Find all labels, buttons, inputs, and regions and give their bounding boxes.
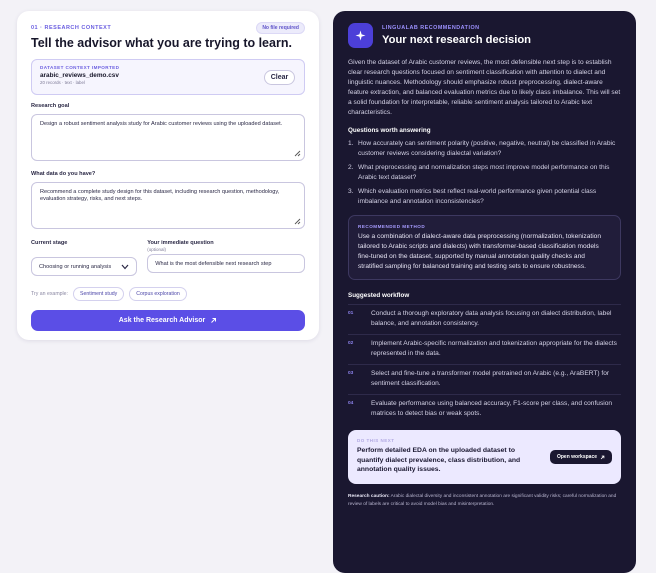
- data-description-value: Recommend a complete study design for this dataset, including research question, methodology, evaluation strategy, risks, and next steps.: [40, 189, 280, 203]
- page-title: Tell the advisor what you are trying to learn.: [31, 36, 292, 50]
- workflow-step: [348, 394, 621, 424]
- current-stage-label: Current stage: [31, 240, 68, 246]
- resize-grip-icon[interactable]: [293, 217, 301, 225]
- immediate-question-label: Your immediate question: [147, 240, 214, 246]
- ask-advisor-label: Ask the Research Advisor: [118, 317, 206, 324]
- resize-grip-icon[interactable]: [293, 149, 301, 157]
- dataset-context-label: DATASET CONTEXT IMPORTED: [40, 65, 120, 70]
- question-number: 1.: [348, 140, 354, 147]
- arrow-up-right-icon: [600, 455, 605, 460]
- current-stage-value: Choosing or running analysis: [39, 263, 112, 270]
- workflow-step: [348, 364, 621, 394]
- arrow-up-right-icon: [210, 317, 217, 324]
- data-description-label: What data do you have?: [31, 171, 96, 177]
- section-eyebrow: 01 · RESEARCH CONTEXT: [31, 25, 112, 31]
- workflow-list: [348, 304, 621, 424]
- recommendation-eyebrow: LINGUALAB RECOMMENDATION: [382, 24, 480, 31]
- example-chips: [31, 287, 305, 301]
- research-goal-value: Design a robust sentiment analysis study for Arabic customer reviews using the uploaded dataset.: [40, 121, 283, 127]
- questions-title: Questions worth answering: [348, 127, 431, 134]
- open-workspace-button[interactable]: [550, 450, 612, 464]
- research-goal-input[interactable]: [31, 114, 305, 161]
- ask-advisor-button[interactable]: [31, 310, 305, 331]
- workflow-step-number: 01: [348, 311, 354, 316]
- question-number: 2.: [348, 164, 354, 171]
- research-context-card: [17, 11, 319, 340]
- list-item: [348, 139, 621, 159]
- dataset-meta: 20 records · text · label: [40, 80, 85, 85]
- workflow-step-number: 04: [348, 401, 354, 406]
- immediate-question-optional: (optional): [147, 247, 166, 252]
- sparkle-icon: [348, 23, 373, 48]
- chevron-down-icon: [121, 264, 129, 270]
- do-this-next-text: Perform detailed EDA on the uploaded dataset to quantify dialect prevalence, class distribution, and annotation quality issues.: [357, 447, 521, 473]
- workflow-step-text: Evaluate performance using balanced accuracy, F1-score per class, and confusion matrices to detect bias or weak spots.: [371, 400, 613, 417]
- workflow-step: [348, 304, 621, 334]
- recommended-method-box: [348, 215, 621, 280]
- recommendation-intro: Given the dataset of Arabic customer reviews, the most defensible next step is to establish clear research questions focused on sentiment classification with attention to dialect and linguistic nuances. Methodology should emphasize robust preprocessing, dialect-aware feature extraction, and balanced evaluation metrics due to likely class imbalance. This will set a solid foundation for interpretable, reliable sentiment analysis tailored to Arabic text characteristics.: [348, 59, 621, 116]
- questions-list: [348, 139, 621, 207]
- example-chip-sentiment[interactable]: Sentiment study: [73, 287, 124, 301]
- examples-label: Try an example:: [31, 291, 68, 297]
- no-file-badge: No file required: [256, 22, 305, 34]
- do-this-next-label: DO THIS NEXT: [357, 438, 395, 443]
- example-chip-corpus[interactable]: Corpus exploration: [129, 287, 187, 301]
- data-description-input[interactable]: [31, 182, 305, 229]
- question-text: How accurately can sentiment polarity (positive, negative, neutral) be classified in Arabic customer reviews considering dialectal variation?: [358, 140, 616, 157]
- question-text: Which evaluation metrics best reflect real-world performance given potential class imbalance and annotation inconsistencies?: [358, 188, 597, 205]
- workflow-step-number: 02: [348, 341, 354, 346]
- list-item: [348, 163, 621, 183]
- research-caution-label: Research caution:: [348, 494, 390, 499]
- clear-dataset-button[interactable]: Clear: [264, 70, 295, 85]
- research-caution-text: Arabic dialectal diversity and inconsistent annotation are significant validity risks; careful normalization and review of labels are critical to avoid model bias and misinterpretation.: [348, 494, 617, 507]
- workflow-step-number: 03: [348, 371, 354, 376]
- research-caution: [348, 493, 621, 508]
- research-goal-label: Research goal: [31, 103, 70, 109]
- do-this-next-box: [348, 430, 621, 484]
- method-label: RECOMMENDED METHOD: [358, 224, 426, 229]
- dataset-filename: arabic_reviews_demo.csv: [40, 72, 119, 79]
- workflow-step-text: Conduct a thorough exploratory data analysis focusing on dialect distribution, label balance, and annotation consistency.: [371, 310, 612, 327]
- immediate-question-value: What is the most defensible next research step: [155, 260, 272, 267]
- immediate-question-input[interactable]: [147, 254, 305, 273]
- recommendation-title: Your next research decision: [382, 33, 532, 46]
- current-stage-select[interactable]: [31, 257, 137, 276]
- workflow-step-text: Select and fine-tune a transformer model pretrained on Arabic (e.g., AraBERT) for sentiment classification.: [371, 370, 610, 387]
- workflow-step: [348, 334, 621, 364]
- workflow-title: Suggested workflow: [348, 292, 410, 299]
- question-number: 3.: [348, 188, 354, 195]
- method-text: Use a combination of dialect-aware data preprocessing (normalization, tokenization tailored to Arabic scripts and dialects) with transformer-based classification models fine-tuned on the dataset, supported by manual annotation quality checks and stratified sampling for balanced training and testing sets to ensure robustness.: [358, 233, 601, 270]
- recommendation-panel: [333, 11, 636, 573]
- question-text: What preprocessing and normalization steps most improve model performance on this Arabic text dataset?: [358, 164, 610, 181]
- dataset-context-box: [31, 59, 305, 95]
- list-item: [348, 187, 621, 207]
- open-workspace-label: Open workspace: [556, 454, 597, 460]
- workflow-step-text: Implement Arabic-specific normalization and tokenization appropriate for the dialects represented in the data.: [371, 340, 617, 357]
